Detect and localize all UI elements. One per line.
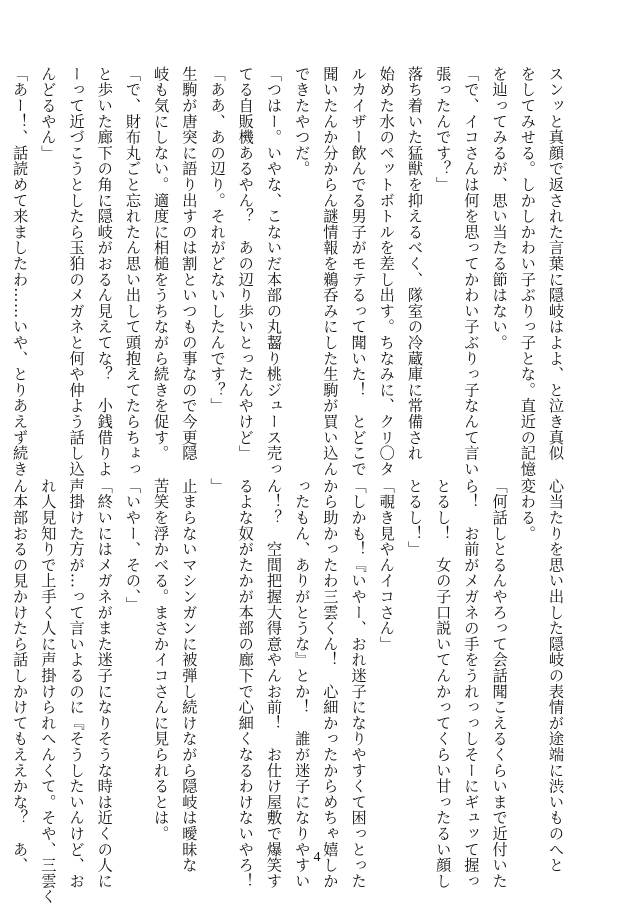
text-line: 「あー！、話読めて来ましたわ……いや、とりあえず続き xyxy=(11,66,30,477)
text-line: ルカイザー飲んでる男子がモテるって聞いた！ とどこで xyxy=(349,66,368,477)
text-line: とるし！」 xyxy=(405,478,424,557)
text-line: 「覗き見やんイコさん」 xyxy=(377,478,396,652)
text-line: 生駒が唐突に語り出すのは割といつもの事なので今更隠 xyxy=(180,66,199,461)
text-line: れ人見知りで上手く人に声掛けられへんくて。そや、三雲く xyxy=(39,478,58,905)
bottom-text-block xyxy=(11,478,570,905)
text-line: ら！ お前がメガネの手をうれっっしそーにギュッて握っ xyxy=(462,478,481,889)
text-line: をしてみせる。しかしかわい子ぶりっ子とな。直近の記憶 xyxy=(518,66,537,477)
text-line: ーって近づこうとしたら玉狛のメガネと何や仲よう話し込 xyxy=(67,66,86,477)
text-line: 張ったんです？」 xyxy=(434,66,453,193)
text-line xyxy=(0,478,6,808)
text-line: てる自販機あるやん？ あの辺り歩いとったんやけど」 xyxy=(236,66,255,461)
text-line: 「終いにはメガネがまた迷子になりそうな時は近くの人に xyxy=(95,478,114,889)
text-line: るよな奴がたかが本部の廊下で心細くなるわけないやろ！ xyxy=(236,478,255,889)
text-line: ん！？ 空間把握大得意やんお前！ お仕け屋敷で爆笑す xyxy=(264,478,283,889)
text-line: 心当たりを思い出した隠岐の表情が途端に渋いものへと xyxy=(547,478,565,873)
text-line: 声掛けた方が…って言いよるのに『そうしたいんけど、お xyxy=(67,478,86,889)
text-line: 」 xyxy=(208,478,227,494)
text-line: スンッと真顔で返された言葉に隠岐はよよ、と泣き真似 xyxy=(547,66,565,461)
text-line: 「で、イコさんは何を思ってかわい子ぶりっ子なんて言い xyxy=(462,66,481,477)
text-line: から助かったわ三雲くん！ 心細かったからめちゃ嬉しか xyxy=(321,478,340,889)
text-line: ったもん、ありがとうな』とか！ 誰が迷子になりやすい xyxy=(293,478,312,889)
text-line: 苦笑を浮かべる。まさかイコさんに見られるとは。 xyxy=(152,478,171,842)
text-line: できたやつだ。 xyxy=(293,66,312,177)
text-line: 止まらないマシンガンに被弾し続けながら隠岐は曖昧な xyxy=(180,478,199,873)
text-line: と歩いた廊下の角に隠岐がおるん見えてな？ 小銭借りよ xyxy=(95,66,114,477)
text-line: 「つはー。いやな、こないだ本部の丸齧り桃ジュース売っ xyxy=(264,66,283,477)
text-line: 落ち着いた猛獣を抑えるべく、隊室の冷蔵庫に常備され xyxy=(405,66,424,461)
text-line: 「しかも！『いやー、おれ迷子になりやすくて困っとった xyxy=(349,478,368,889)
text-line: 「ああ、あの辺り。それがどないしたんです？」 xyxy=(208,66,227,414)
text-line: 「いやー、その、」 xyxy=(123,478,142,613)
text-line: ん本部おるの見かけたら話しかけてもええかな？ あ、 xyxy=(11,478,30,873)
text-line: 「で、財布丸ごと忘れたん思い出して頭抱えてたらちょっ xyxy=(123,66,142,477)
top-text-block xyxy=(11,66,570,477)
text-line: を辿ってみるが、思い当たる節はない。 xyxy=(490,66,509,351)
text-line: 聞いたんか分からん謎情報を鵜呑みにした生駒が買い込ん xyxy=(321,66,340,477)
page-number: 4 xyxy=(313,850,321,865)
text-line: 「何話しとるんやろって会話聞こえるくらいまで近付いた xyxy=(490,478,509,889)
text-line: とるし！ 女の子口説いてんかってくらい甘ったるい顔し xyxy=(434,478,453,889)
text-line: んどるやん」 xyxy=(39,66,58,161)
text-line: 始めた水のペットボトルを差し出す。ちなみに、クリ〇タ xyxy=(377,66,396,477)
text-line: 変わる。 xyxy=(518,478,537,542)
text-line: 岐も気にしない。適度に相槌をうちながら続きを促す。 xyxy=(152,66,171,461)
